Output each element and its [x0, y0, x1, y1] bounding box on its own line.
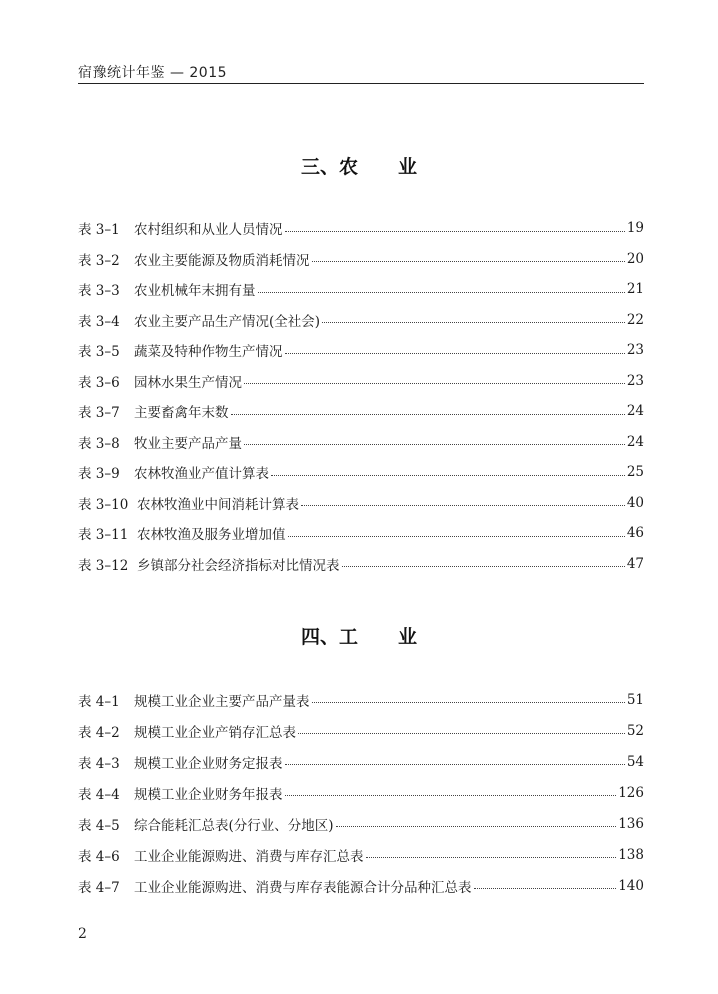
toc-entry-title: 规模工业企业产销存汇总表: [134, 724, 296, 741]
header-rule: [78, 83, 644, 84]
dot-leader: [285, 795, 617, 796]
toc-entry-title: 农林牧渔及服务业增加值: [137, 527, 286, 544]
toc-list-industry: [78, 684, 644, 901]
toc-entry-title: 规模工业企业主要产品产量表: [134, 693, 310, 710]
toc-entry-page: 40: [626, 494, 644, 511]
toc-entry-page: 47: [626, 555, 644, 572]
toc-entry-title: 农林牧渔业产值计算表: [134, 466, 269, 483]
toc-entry-page: 23: [626, 342, 644, 359]
dot-leader: [312, 261, 625, 262]
toc-entry-number: 表 4–6: [78, 848, 120, 865]
toc-entry[interactable]: [78, 715, 644, 746]
toc-entry-number: 表 4–2: [78, 724, 120, 741]
section-title-agriculture: [0, 152, 718, 179]
toc-entry-number: 表 3–2: [78, 252, 120, 269]
toc-entry-page: 23: [626, 372, 644, 389]
toc-entry[interactable]: [78, 335, 644, 366]
dot-leader: [366, 857, 617, 858]
toc-entry-page: 136: [618, 815, 644, 832]
toc-entry-number: 表 3–4: [78, 313, 120, 330]
toc-entry-number: 表 3–9: [78, 466, 120, 483]
toc-entry[interactable]: [78, 518, 644, 549]
dot-leader: [285, 764, 625, 765]
toc-entry-page: 138: [618, 846, 644, 863]
toc-entry[interactable]: [78, 427, 644, 458]
toc-entry-title: 农村组织和从业人员情况: [134, 222, 283, 239]
toc-entry[interactable]: [78, 549, 644, 580]
toc-entry[interactable]: [78, 366, 644, 397]
dot-leader: [322, 322, 625, 323]
toc-entry[interactable]: [78, 305, 644, 336]
toc-entry-title: 规模工业企业财务定报表: [134, 755, 283, 772]
toc-entry-page: 126: [618, 784, 644, 801]
toc-entry-number: 表 3–7: [78, 405, 120, 422]
dot-leader: [474, 888, 617, 889]
toc-entry-page: 25: [626, 464, 644, 481]
toc-entry-number: 表 4–5: [78, 817, 120, 834]
running-header: 宿豫统计年鉴 — 2015: [78, 65, 228, 81]
toc-entry-number: 表 4–1: [78, 693, 120, 710]
toc-entry-number: 表 3–12: [78, 557, 129, 574]
toc-entry-title: 综合能耗汇总表(分行业、分地区): [134, 817, 334, 834]
toc-entry-number: 表 4–7: [78, 879, 120, 896]
section-title-part-a: 四、工: [300, 626, 358, 648]
toc-entry[interactable]: [78, 244, 644, 275]
toc-entry[interactable]: [78, 488, 644, 519]
dot-leader: [298, 733, 625, 734]
toc-entry[interactable]: [78, 213, 644, 244]
dot-leader: [258, 292, 625, 293]
toc-list-agriculture: [78, 213, 644, 579]
toc-entry-title: 农业机械年末拥有量: [134, 283, 256, 300]
toc-entry-page: 22: [626, 311, 644, 328]
toc-entry-number: 表 3–3: [78, 283, 120, 300]
toc-entry-number: 表 4–4: [78, 786, 120, 803]
toc-entry-page: 21: [626, 281, 644, 298]
dot-leader: [244, 383, 625, 384]
toc-entry-title: 牧业主要产品产量: [134, 435, 242, 452]
toc-entry[interactable]: [78, 870, 644, 901]
dot-leader: [285, 353, 625, 354]
toc-entry-title: 农林牧渔业中间消耗计算表: [137, 496, 299, 513]
toc-entry-number: 表 3–1: [78, 222, 120, 239]
toc-entry-title: 农业主要能源及物质消耗情况: [134, 252, 310, 269]
dot-leader: [288, 536, 625, 537]
toc-entry-number: 表 3–5: [78, 344, 120, 361]
dot-leader: [301, 505, 625, 506]
toc-entry[interactable]: [78, 746, 644, 777]
section-title-part-b: 业: [398, 626, 418, 648]
page-number: 2: [78, 926, 87, 942]
toc-entry-number: 表 3–6: [78, 374, 120, 391]
section-title-part-b: 业: [398, 156, 418, 178]
toc-entry[interactable]: [78, 684, 644, 715]
toc-entry-title: 工业企业能源购进、消费与库存汇总表: [134, 848, 364, 865]
toc-entry-page: 51: [626, 691, 644, 708]
toc-entry[interactable]: [78, 274, 644, 305]
dot-leader: [285, 231, 625, 232]
toc-entry-title: 主要畜禽年末数: [134, 405, 229, 422]
dot-leader: [312, 702, 625, 703]
toc-entry-page: 52: [626, 722, 644, 739]
section-title-industry: [0, 622, 718, 649]
toc-entry[interactable]: [78, 396, 644, 427]
toc-entry-title: 工业企业能源购进、消费与库存表能源合计分品种汇总表: [134, 879, 472, 896]
dot-leader: [244, 444, 625, 445]
dot-leader: [271, 475, 625, 476]
toc-entry-title: 园林水果生产情况: [134, 374, 242, 391]
toc-entry-number: 表 3–11: [78, 527, 129, 544]
toc-entry-number: 表 4–3: [78, 755, 120, 772]
section-title-part-a: 三、农: [300, 156, 358, 178]
toc-entry-title: 蔬菜及特种作物生产情况: [134, 344, 283, 361]
toc-entry[interactable]: [78, 777, 644, 808]
toc-entry[interactable]: [78, 808, 644, 839]
toc-entry-page: 140: [618, 877, 644, 894]
toc-entry-page: 19: [626, 220, 644, 237]
toc-entry-title: 规模工业企业财务年报表: [134, 786, 283, 803]
dot-leader: [231, 414, 625, 415]
toc-entry-page: 54: [626, 753, 644, 770]
toc-entry-title: 乡镇部分社会经济指标对比情况表: [137, 557, 340, 574]
toc-entry-page: 46: [626, 525, 644, 542]
toc-entry-number: 表 3–8: [78, 435, 120, 452]
toc-entry[interactable]: [78, 457, 644, 488]
toc-entry-page: 24: [626, 403, 644, 420]
dot-leader: [336, 826, 617, 827]
toc-entry-page: 20: [626, 250, 644, 267]
toc-entry-number: 表 3–10: [78, 496, 129, 513]
toc-entry-title: 农业主要产品生产情况(全社会): [134, 313, 321, 330]
dot-leader: [342, 566, 625, 567]
toc-entry-page: 24: [626, 433, 644, 450]
toc-entry[interactable]: [78, 839, 644, 870]
